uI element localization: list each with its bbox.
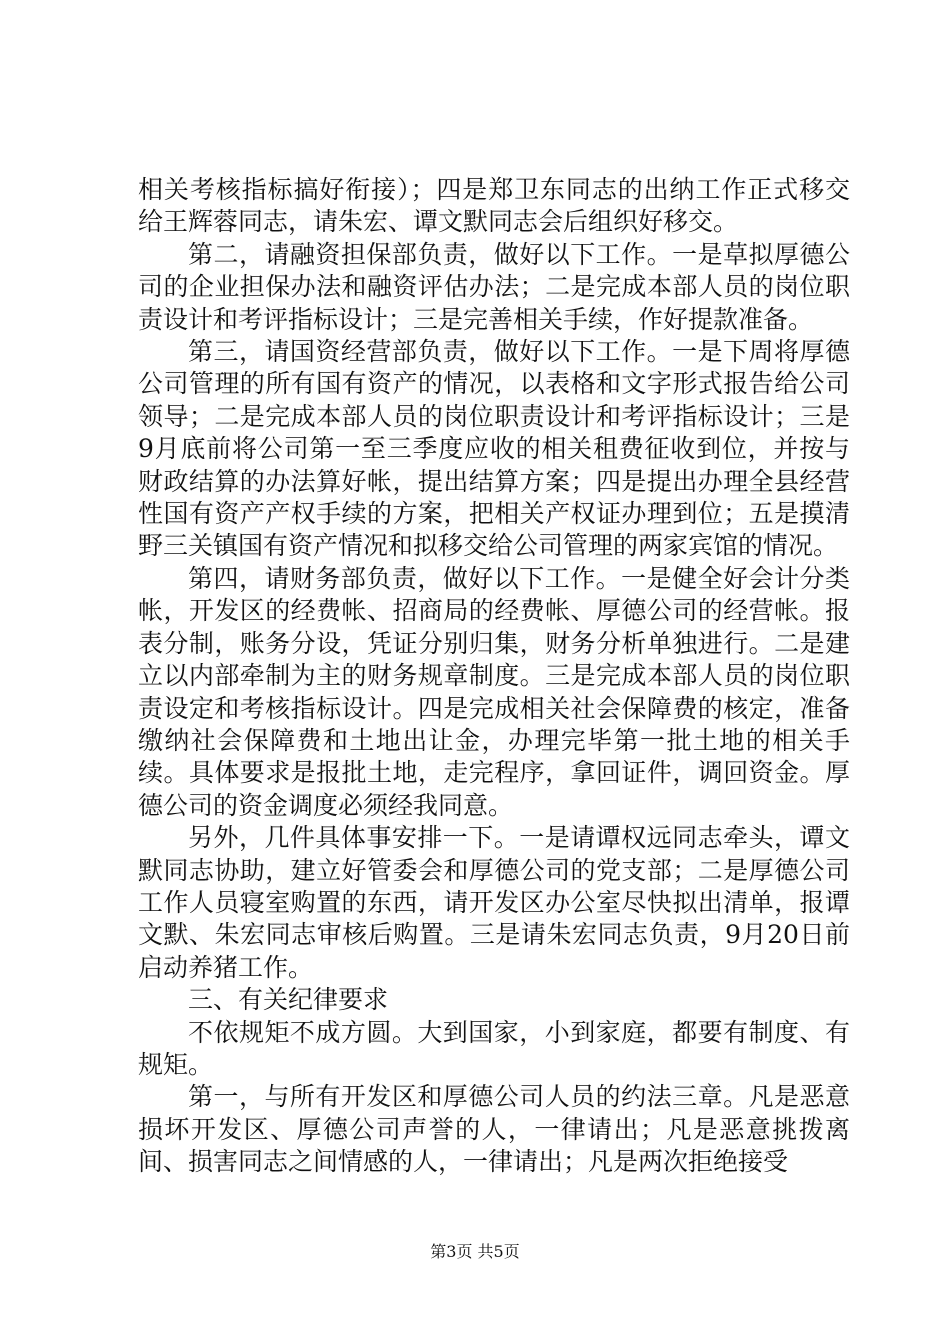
paragraph-6: 不依规矩不成方圆。大到国家，小到家庭，都要有制度、有规矩。 — [138, 1017, 850, 1079]
page-number-footer: 第3页 共5页 — [430, 1242, 520, 1261]
paragraph-2: 第二，请融资担保部负责，做好以下工作。一是草拟厚德公司的企业担保办法和融资评估办法；二是完成本部人员的岗位职责设计和考评指标设计；三是完善相关手续，作好提款准备。 — [138, 239, 850, 334]
section-heading-discipline: 三、有关纪律要求 — [188, 985, 389, 1015]
document-body — [138, 174, 850, 1179]
paragraph-3: 第三，请国资经营部负责，做好以下工作。一是下周将厚德公司管理的所有国有资产的情况，以表格和文字形式报告给公司领导；二是完成本部人员的岗位职责设计和考评指标设计；三是9月底前将公司第一至三季度应收的相关租费征收到位，并按与财政结算的办法算好帐，提出结算方案；四是提出办理全县经营性国有资产产权手续的方案，把相关产权证办理到位；五是摸清野三关镇国有资产情况和拟移交给公司管理的两家宾馆的情况。 — [138, 337, 850, 561]
paragraph-1: 相关考核指标搞好衔接）；四是郑卫东同志的出纳工作正式移交给王辉蓉同志，请朱宏、谭文默同志会后组织好移交。 — [138, 175, 850, 237]
paragraph-5: 另外，几件具体事安排一下。一是请谭权远同志牵头，谭文默同志协助，建立好管委会和厚德公司的党支部；二是厚德公司工作人员寝室购置的东西，请开发区办公室尽快拟出清单，报谭文默、朱宏同志审核后购置。三是请朱宏同志负责，9月20日前启动养猪工作。 — [138, 823, 850, 982]
paragraph-7: 第一，与所有开发区和厚德公司人员的约法三章。凡是恶意损坏开发区、厚德公司声誉的人，一律请出；凡是恶意挑拨离间、损害同志之间情感的人，一律请出；凡是两次拒绝接受 — [138, 1082, 850, 1177]
paragraph-4: 第四，请财务部负责，做好以下工作。一是健全好会计分类帐，开发区的经费帐、招商局的经费帐、厚德公司的经营帐。报表分制，账务分设，凭证分别归集，财务分析单独进行。二是建立以内部牵制为主的财务规章制度。三是完成本部人员的岗位职责设定和考核指标设计。四是完成相关社会保障费的核定，准备缴纳社会保障费和土地出让金，办理完毕第一批土地的相关手续。具体要求是报批土地，走完程序，拿回证件，调回资金。厚德公司的资金调度必须经我同意。 — [138, 563, 850, 820]
